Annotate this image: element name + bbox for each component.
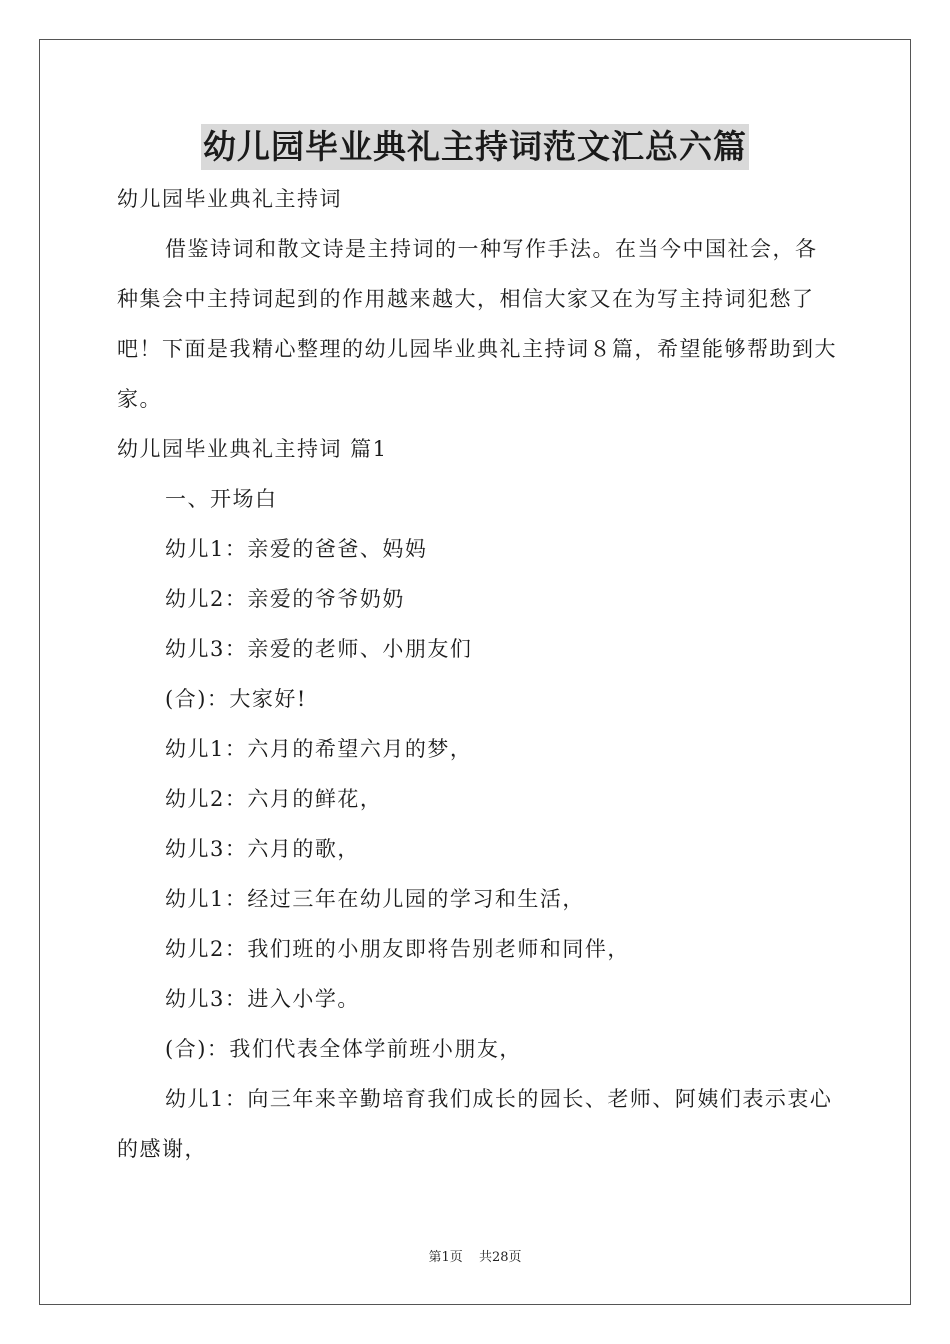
title-container bbox=[0, 124, 950, 170]
paragraph-section-heading: 幼儿园毕业典礼主持词 篇1 bbox=[117, 437, 388, 461]
page-total: 共28页 bbox=[478, 1250, 522, 1265]
paragraph-line: 幼儿2：我们班的小朋友即将告别老师和同伴， bbox=[165, 937, 630, 961]
paragraph-line: (合)：大家好! bbox=[165, 687, 307, 711]
paragraph-line: 幼儿3：进入小学。 bbox=[165, 987, 360, 1011]
paragraph-line: (合)：我们代表全体学前班小朋友， bbox=[165, 1037, 522, 1061]
paragraph-line: 幼儿3：六月的歌， bbox=[165, 837, 360, 861]
paragraph-line: 幼儿1：经过三年在幼儿园的学习和生活， bbox=[165, 887, 585, 911]
page-footer bbox=[0, 1246, 950, 1265]
paragraph-line: 幼儿3：亲爱的老师、小朋友们 bbox=[165, 637, 473, 661]
document-title: 幼儿园毕业典礼主持词范文汇总六篇 bbox=[201, 124, 749, 170]
paragraph-line: 幼儿2：六月的鲜花， bbox=[165, 787, 383, 811]
paragraph-intro: 借鉴诗词和散文诗是主持词的一种写作手法。在当今中国社会，各种集会中主持词起到的作用越来越大，相信大家又在为写主持词犯愁了吧！下面是我精心整理的幼儿园毕业典礼主持词８篇，希望能够帮助到大家。 bbox=[117, 237, 837, 411]
paragraph-line: 幼儿1：六月的希望六月的梦， bbox=[165, 737, 473, 761]
paragraph-line: 一、开场白 bbox=[165, 487, 278, 511]
paragraph-line: 幼儿1：亲爱的爸爸、妈妈 bbox=[165, 537, 428, 561]
paragraph-line: 幼儿2：亲爱的爷爷奶奶 bbox=[165, 587, 405, 611]
page-number: 第1页 bbox=[428, 1250, 463, 1265]
document-body bbox=[117, 174, 837, 1174]
paragraph-heading: 幼儿园毕业典礼主持词 bbox=[117, 187, 342, 211]
paragraph-line: 幼儿1：向三年来辛勤培育我们成长的园长、老师、阿姨们表示衷心的感谢， bbox=[117, 1087, 833, 1161]
